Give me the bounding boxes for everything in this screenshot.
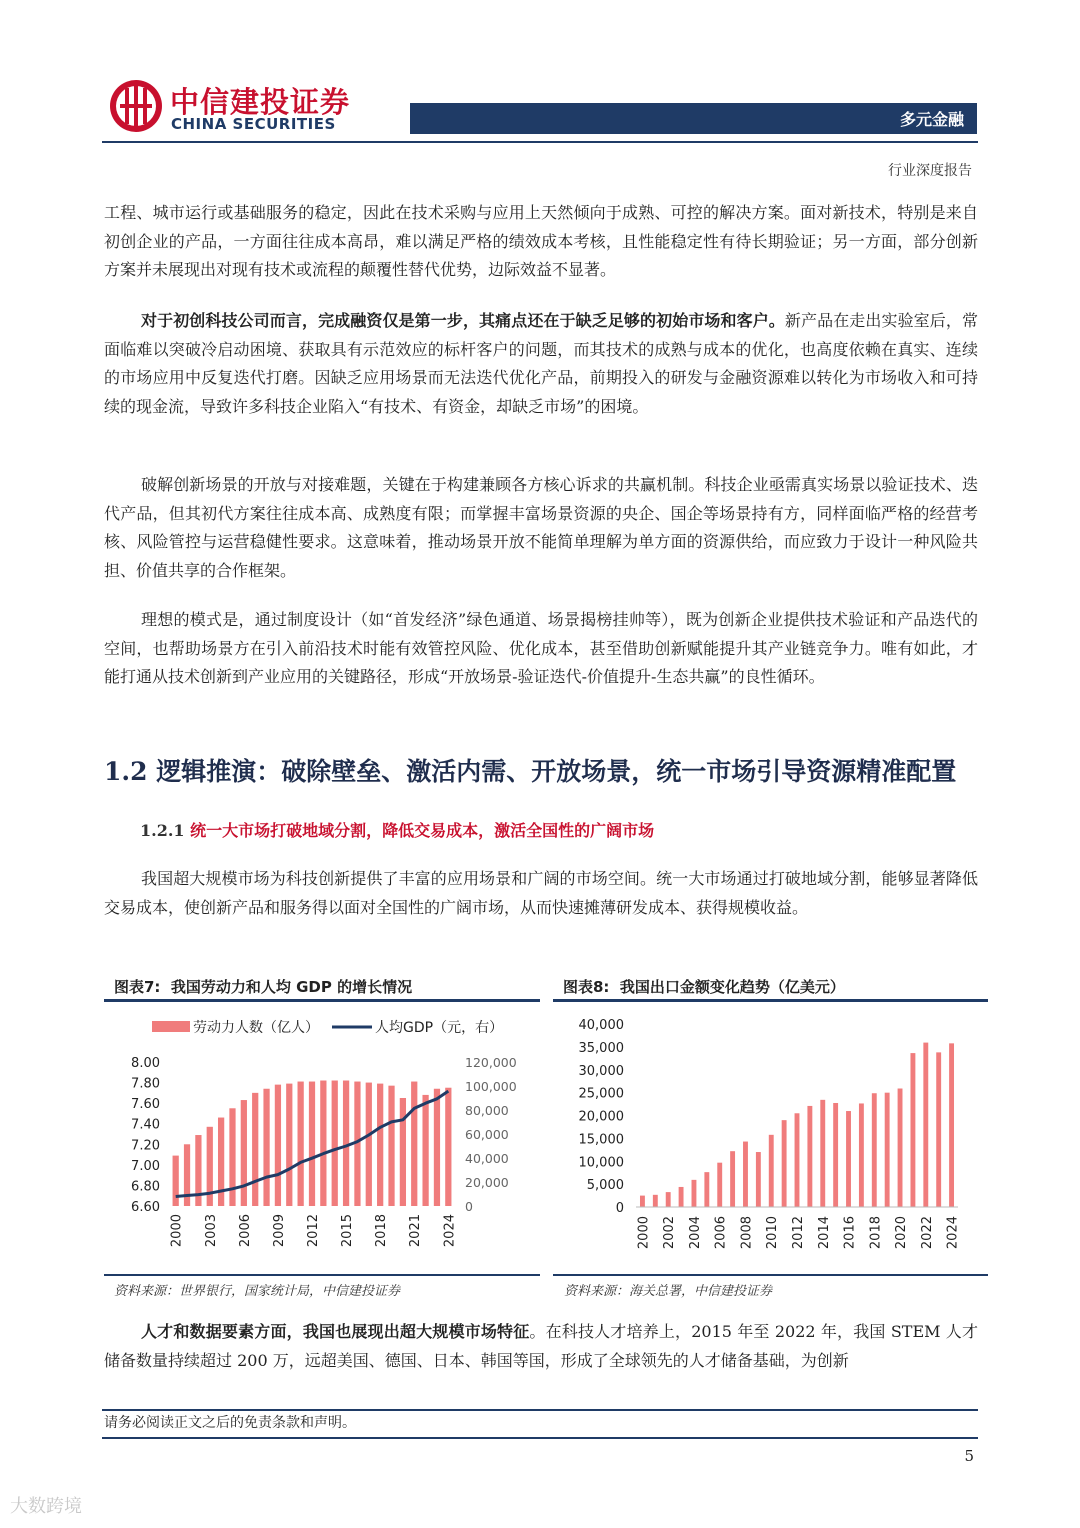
paragraph-6 [104,1318,978,1375]
bar-export [898,1089,903,1207]
legend-swatch-labor [152,1021,190,1032]
y-tick-label: 20,000 [578,1109,624,1125]
y-tick-label: 15,000 [578,1132,624,1148]
y-tick-label: 10,000 [578,1155,624,1171]
x-tick-label: 2006 [713,1216,729,1250]
brand-name-en: CHINA SECURITIES [171,115,336,133]
bar-export [653,1195,658,1207]
x-tick-label: 2021 [408,1214,424,1248]
paragraph-3: 破解创新场景的开放与对接难题，关键在于构建兼顾各方核心诉求的共赢机制。科技企业亟需真实场景以验证技术、迭代产品，但其初代方案往往成本高、成熟度有限；而掌握丰富场景资源的央企、国企等场景持有方，同样面临严格的经营考核、风险管控与运营稳健性要求。这意味着，推动场景开放不能简单理解为单方面的资源供给，而应致力于设计一种风险共担、价值共享的合作框架。 [104,475,978,580]
y-tick-label: 35,000 [578,1040,624,1056]
bar-export [692,1180,697,1207]
y-right-tick-label: 40,000 [465,1151,509,1166]
x-tick-label: 2003 [203,1214,219,1248]
watermark: 大数跨境 [10,1496,82,1517]
y-left-tick-label: 6.80 [131,1179,160,1195]
brand-name-cn: 中信建投证券 [170,85,351,119]
subsection-title [140,818,654,841]
x-tick-label: 2000 [169,1214,185,1248]
y-right-tick-label: 0 [465,1199,473,1214]
legend-label-labor: 劳动力人数（亿人） [193,1020,319,1036]
bar-export [910,1053,915,1207]
x-tick-label: 2018 [868,1216,884,1250]
header-bar [410,103,977,134]
paragraph-2-bold: 对于初创科技公司而言，完成融资仅是第一步，其痛点还在于缺乏足够的初始市场和客户。 [141,311,785,330]
subsection-number: 1.2.1 [140,821,185,840]
bar-labor-force [173,1156,179,1206]
x-tick-label: 2015 [340,1214,356,1248]
x-tick-label: 2012 [791,1216,806,1250]
fig7-top-rule [104,999,540,1002]
bar-labor-force [286,1084,292,1206]
bar-export [795,1113,800,1207]
y-tick-label: 25,000 [578,1086,624,1102]
y-left-tick-label: 8.00 [131,1056,160,1071]
fig7-title-text: 我国劳动力和人均 GDP 的增长情况 [170,978,413,996]
y-tick-label: 30,000 [578,1063,624,1079]
bar-labor-force [411,1082,417,1206]
y-left-tick-label: 7.20 [131,1138,160,1154]
paragraph-6-rest: 。在科技人才培养上，2015 年至 2022 年，我国 STEM 人才储备数量持续超过 200 万，远超美国、德国、日本、韩国等国，形成了全球领先的人才储备基础，为创新 [104,1322,978,1370]
y-left-tick-label: 7.80 [131,1076,160,1092]
fig7-title [114,976,412,997]
disclaimer: 请务必阅读正文之后的免责条款和声明。 [104,1415,356,1431]
bar-labor-force [298,1082,304,1206]
y-left-tick-label: 6.60 [131,1200,160,1215]
bar-export [859,1103,864,1207]
y-right-tick-label: 120,000 [465,1055,517,1070]
x-tick-label: 2022 [919,1216,935,1250]
paragraph-2-rest: 新产品在走出实验室后，常面临难以突破冷启动困境、获取具有示范效应的标杆客户的问题，而其技术的成熟与成本的优化，也高度依赖在真实、连续的市场应用中反复迭代打磨。因缺乏应用场景而无法迭代优化产品，前期投入的研发与金融资源难以转化为市场收入和可持续的现金流，导致许多科技企业陷入“有技术、有资金，却缺乏市场”的困境。 [104,311,978,416]
paragraph-4: 理想的模式是，通过制度设计（如“首发经济”绿色通道、场景揭榜挂帅等），既为创新企业提供技术验证和产品迭代的空间，也帮助场景方在引入前沿技术时能有效管控风险、优化成本，甚至借助创新赋能提升其产业链竞争力。唯有如此，才能打通从技术创新到产业应用的关键路径，形成“开放场景-验证迭代-价值提升-生态共赢”的良性循环。 [104,610,978,686]
fig7-label: 图表7: [114,978,161,996]
fig7-chart [104,1005,540,1273]
bar-export [782,1120,787,1207]
bar-labor-force [422,1095,428,1206]
bar-export [846,1111,851,1207]
section-title: 1.2 逻辑推演：破除壁垒、激活内需、开放场景，统一市场引导资源精准配置 [104,757,957,786]
bar-labor-force [445,1088,451,1206]
bar-export [820,1100,825,1207]
fig8-source: 资料来源：海关总署，中信建投证券 [564,1284,773,1299]
legend-label-gdp: 人均GDP（元，右） [375,1020,504,1036]
y-right-tick-label: 80,000 [465,1103,509,1118]
x-tick-label: 2018 [374,1214,390,1248]
bar-export [949,1043,954,1207]
bar-export [730,1151,735,1207]
china-securities-logo-icon [108,78,164,134]
bar-labor-force [241,1100,247,1206]
bar-export [640,1196,645,1207]
bar-export [807,1106,812,1207]
bar-export [885,1093,890,1207]
fig8-bottom-rule [553,1274,988,1276]
x-tick-label: 2010 [765,1216,781,1250]
header-rule [102,141,978,143]
bar-labor-force [332,1081,338,1206]
bar-labor-force [343,1081,349,1206]
subsection-text: 统一大市场打破地域分割，降低交易成本，激活全国性的广阔市场 [190,821,655,840]
fig7-bottom-rule [104,1274,540,1276]
paragraph-1: 工程、城市运行或基础服务的稳定，因此在技术采购与应用上天然倾向于成熟、可控的解决方案。面对新技术，特别是来自初创企业的产品，一方面往往成本高昂，难以满足严格的绩效成本考核，且性能稳定性有待长期验证；另一方面，部分创新方案并未展现出对现有技术或流程的颠覆性替代优势，边际效益不显著。 [104,203,978,279]
bar-export [743,1142,748,1207]
y-tick-label: 0 [615,1201,624,1216]
x-tick-label: 2008 [739,1216,755,1250]
x-tick-label: 2014 [816,1216,832,1250]
bar-export [679,1187,684,1207]
paragraph-6-bold: 人才和数据要素方面，我国也展现出超大规模市场特征 [141,1322,530,1341]
x-tick-label: 2000 [636,1216,652,1250]
bar-labor-force [400,1098,406,1206]
bar-export [666,1192,671,1207]
fig7-source: 资料来源：世界银行，国家统计局，中信建投证券 [114,1284,401,1299]
y-tick-label: 5,000 [586,1178,624,1194]
x-tick-label: 2002 [662,1216,678,1250]
bar-labor-force [366,1083,372,1206]
x-tick-label: 2024 [442,1214,458,1248]
fig8-title [563,976,845,997]
x-tick-label: 2004 [687,1216,703,1250]
fig8-top-rule [553,999,988,1002]
page-number: 5 [964,1447,974,1465]
bar-export [833,1103,838,1207]
bar-export [872,1093,877,1207]
bar-labor-force [388,1086,394,1206]
bar-labor-force [263,1089,269,1206]
y-left-tick-label: 7.60 [131,1097,160,1113]
footer-top-rule [102,1409,978,1411]
y-left-tick-label: 7.00 [131,1158,160,1174]
bar-labor-force [377,1084,383,1206]
bar-labor-force [252,1093,258,1206]
bar-labor-force [275,1085,281,1206]
bar-labor-force [434,1089,440,1206]
bar-export [704,1172,709,1207]
report-type: 行业深度报告 [888,163,972,179]
y-left-tick-label: 7.40 [131,1117,160,1133]
paragraph-2 [104,307,978,421]
bar-labor-force [309,1082,315,1206]
bar-export [756,1152,761,1207]
y-right-tick-label: 100,000 [465,1079,517,1094]
bar-export [936,1052,941,1207]
bar-labor-force [320,1081,326,1206]
fig8-label: 图表8: [563,978,610,996]
fig8-title-text: 我国出口金额变化趋势（亿美元） [619,978,845,996]
bar-export [769,1135,774,1207]
x-tick-label: 2006 [237,1214,253,1248]
sector-label: 多元金融 [899,110,964,129]
bar-labor-force [229,1108,235,1206]
y-right-tick-label: 20,000 [465,1175,509,1190]
x-tick-label: 2012 [306,1214,321,1248]
x-tick-label: 2020 [894,1216,910,1250]
footer-bottom-rule [102,1437,978,1439]
paragraph-5: 我国超大规模市场为科技创新提供了丰富的应用场景和广阔的市场空间。统一大市场通过打破地域分割，能够显著降低交易成本，使创新产品和服务得以面对全国性的广阔市场，从而快速摊薄研发成本、获得规模收益。 [104,869,978,917]
bar-export [717,1163,722,1207]
y-right-tick-label: 60,000 [465,1127,509,1142]
x-tick-label: 2016 [842,1216,858,1250]
fig8-chart [553,1005,988,1273]
bar-export [923,1043,928,1207]
y-tick-label: 40,000 [578,1018,624,1033]
x-tick-label: 2024 [945,1216,961,1250]
x-tick-label: 2009 [271,1214,287,1248]
